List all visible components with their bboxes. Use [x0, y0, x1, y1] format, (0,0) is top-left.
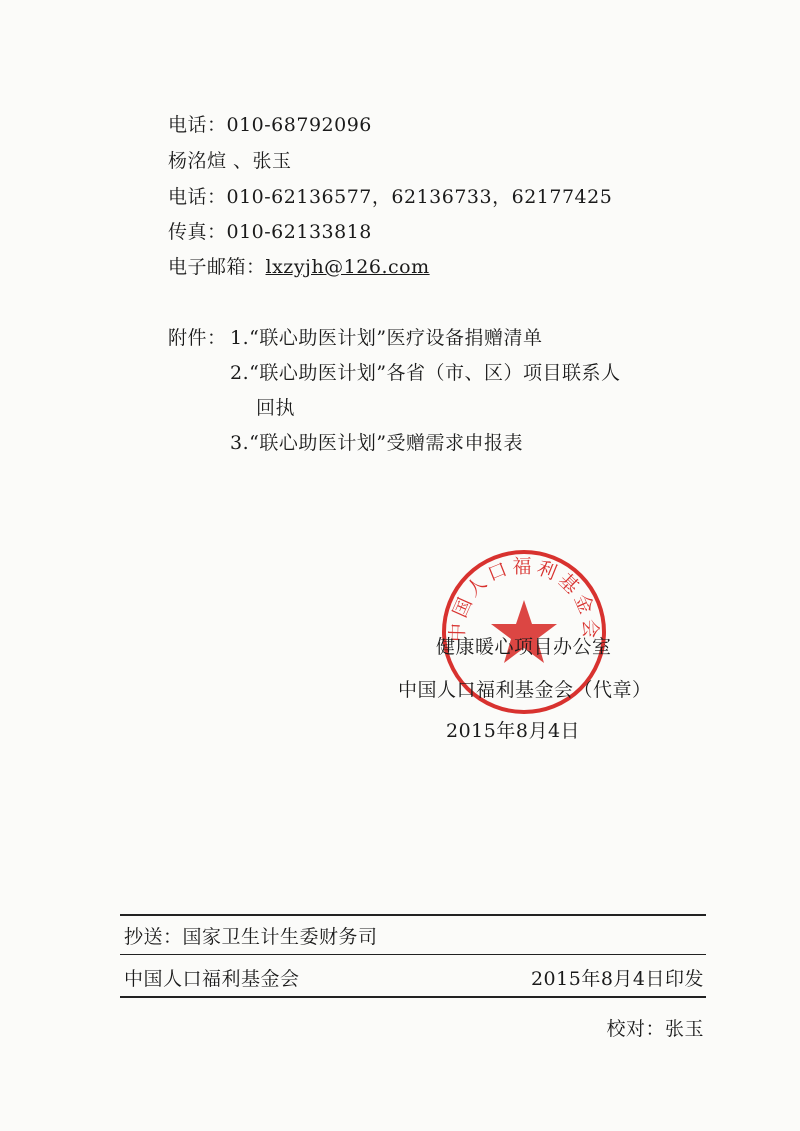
- contact-phone-1: 电话：010-68792096: [168, 114, 372, 136]
- attachments-label: 附件：: [168, 327, 227, 349]
- contact-names: 杨洺煊 、张玉: [168, 150, 292, 172]
- signature-date: 2015年8月4日: [446, 720, 581, 742]
- footer-top-rule: [120, 914, 706, 916]
- footer-middle-rule: [120, 954, 706, 955]
- footer-issue-date: 2015年8月4日印发: [530, 968, 704, 990]
- contact-fax: 传真：010-62133818: [168, 221, 372, 243]
- attachment-item-3: 3.“联心助医计划”受赠需求申报表: [230, 432, 524, 454]
- footer-issuer: 中国人口福利基金会: [124, 968, 300, 990]
- attachment-item-2-line-2: 回执: [256, 397, 296, 419]
- attachment-item-1: 1.“联心助医计划”医疗设备捐赠清单: [230, 327, 543, 349]
- footer-cc: 抄送：国家卫生计生委财务司: [124, 926, 378, 948]
- attachment-item-2-line-1: 2.“联心助医计划”各省（市、区）项目联系人: [230, 362, 621, 384]
- seal-text-arc: 中国人口福利基金会: [446, 555, 602, 643]
- signature-office: 健康暖心项目办公室: [436, 636, 612, 658]
- footer-proofreader: 校对：张玉: [606, 1018, 704, 1040]
- contact-email-label: 电子邮箱：: [168, 256, 266, 278]
- contact-phone-2: 电话：010-62136577，62136733，62177425: [168, 186, 613, 208]
- signature-org: 中国人口福利基金会（代章）: [398, 679, 652, 701]
- contact-email-link[interactable]: lxzyjh@126.com: [265, 256, 430, 278]
- footer-bottom-rule: [120, 996, 706, 998]
- contact-email-row: [168, 252, 430, 279]
